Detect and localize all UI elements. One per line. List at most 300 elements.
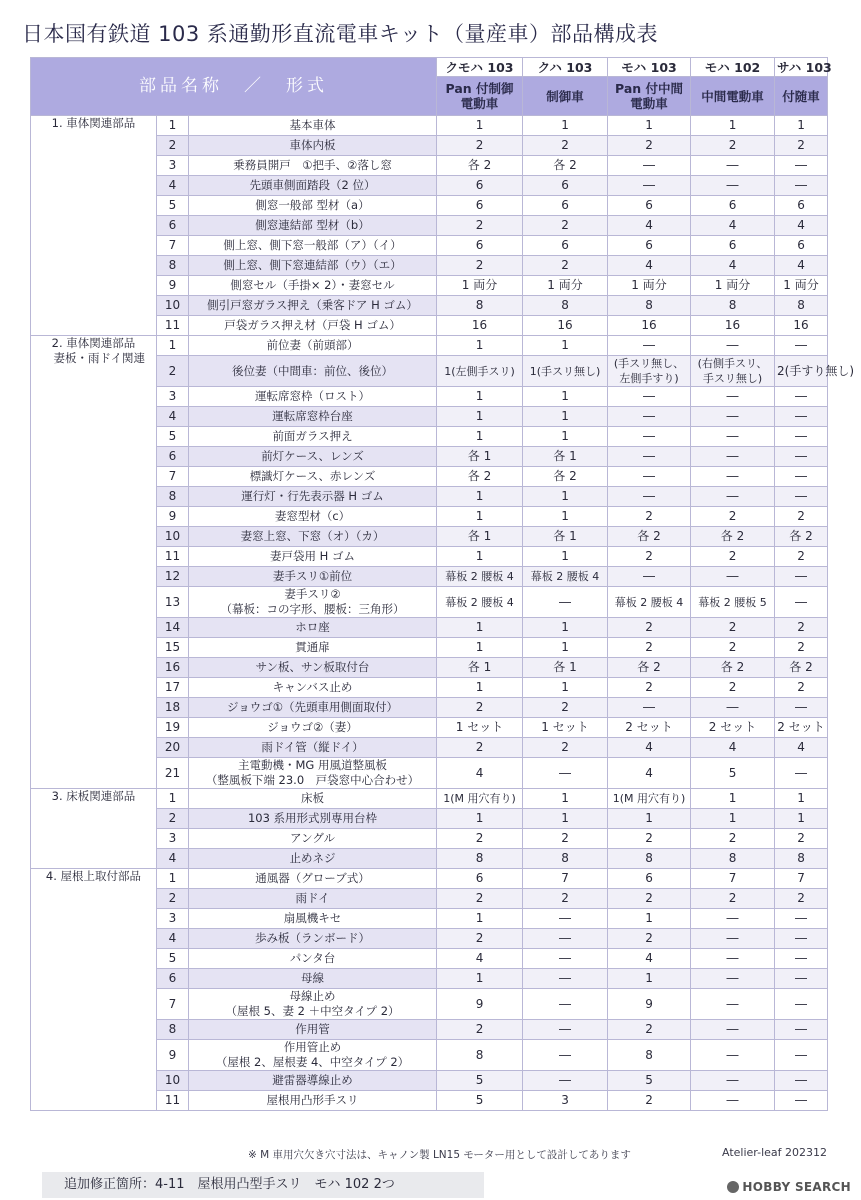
part-count: 各 2: [523, 467, 608, 487]
part-count: ―: [775, 949, 828, 969]
part-count: ―: [775, 407, 828, 427]
part-name: 妻手スリ② （幕板：コの字形、腰板：三角形）: [189, 587, 437, 618]
part-count: 1: [437, 387, 523, 407]
row-number: 7: [157, 989, 189, 1020]
part-count: ―: [691, 176, 775, 196]
part-count: 2: [523, 738, 608, 758]
part-count: 2: [437, 829, 523, 849]
row-number: 7: [157, 236, 189, 256]
part-name: パンタ台: [189, 949, 437, 969]
header-type-text: Pan 付中間電動車: [615, 81, 684, 111]
part-count: 2: [775, 829, 828, 849]
row-number: 4: [157, 176, 189, 196]
row-number: 10: [157, 296, 189, 316]
part-count: ―: [775, 1091, 828, 1111]
part-count: ―: [608, 176, 691, 196]
part-count: 8: [523, 849, 608, 869]
part-count: 1: [523, 618, 608, 638]
part-count: 2: [691, 829, 775, 849]
header-code: クハ 103: [523, 58, 608, 77]
part-count: 4: [691, 256, 775, 276]
parts-body: [31, 116, 855, 1111]
part-count: 1: [691, 789, 775, 809]
part-count: 1: [437, 969, 523, 989]
part-count: 4: [775, 738, 828, 758]
part-count: 4: [691, 738, 775, 758]
part-count: ―: [775, 387, 828, 407]
part-name: サン板、サン板取付台: [189, 658, 437, 678]
part-name: 主電動機・MG 用風道整風板 （整風板下端 23.0 戸袋窓中心合わせ）: [189, 758, 437, 789]
part-count: 2: [608, 678, 691, 698]
part-count: 1: [523, 789, 608, 809]
part-count: 8: [775, 849, 828, 869]
part-name: 歩み板（ランボード）: [189, 929, 437, 949]
part-count: 2: [523, 889, 608, 909]
part-count: 1: [437, 407, 523, 427]
row-number: 13: [157, 587, 189, 618]
part-count: 1(M 用穴有り): [437, 789, 523, 809]
part-count: 1 セット: [437, 718, 523, 738]
section-label: 1. 車体関連部品: [31, 116, 157, 336]
part-count: 8: [437, 1040, 523, 1071]
part-count: 1: [437, 678, 523, 698]
part-count: 1: [437, 638, 523, 658]
part-count: 2 セット: [608, 718, 691, 738]
part-name: 車体内板: [189, 136, 437, 156]
row-number: 9: [157, 507, 189, 527]
part-count: ―: [775, 587, 828, 618]
part-count: 1: [523, 407, 608, 427]
part-name: 側窓セル（手掛× 2）・妻窓セル: [189, 276, 437, 296]
addendum-note: 追加修正箇所：4-11 屋根用凸型手スリ モハ 102 2つ: [42, 1172, 484, 1198]
part-count: 1: [437, 116, 523, 136]
part-count: 2: [437, 216, 523, 236]
part-count: ―: [523, 929, 608, 949]
part-count: ―: [608, 487, 691, 507]
row-number: 8: [157, 487, 189, 507]
part-count: 5: [437, 1091, 523, 1111]
row-number: 2: [157, 809, 189, 829]
part-count: 1: [608, 116, 691, 136]
row-number: 7: [157, 467, 189, 487]
part-name: ジョウゴ②（妻）: [189, 718, 437, 738]
part-count: ―: [608, 467, 691, 487]
part-name: 側窓連結部 型材（b）: [189, 216, 437, 236]
row-number: 9: [157, 1040, 189, 1071]
part-count: 1: [775, 789, 828, 809]
part-count: 各 2: [691, 527, 775, 547]
part-name: 妻窓型材（c）: [189, 507, 437, 527]
part-count: ―: [691, 989, 775, 1020]
part-count: ―: [523, 949, 608, 969]
row-number: 6: [157, 216, 189, 236]
header-type: 中間電動車: [691, 77, 775, 116]
credit: Atelier-leaf 202312: [721, 1146, 827, 1159]
part-name: 側上窓、側下窓一般部（ア）（イ）: [189, 236, 437, 256]
table-row: [31, 116, 828, 136]
part-count: 各 2: [691, 658, 775, 678]
part-count: 6: [691, 236, 775, 256]
section-label: 2. 車体関連部品 妻板・雨ドイ関連: [31, 336, 157, 789]
part-count: 2: [691, 507, 775, 527]
part-count: 各 2: [437, 156, 523, 176]
part-count: ―: [775, 929, 828, 949]
part-count: 16: [775, 316, 828, 336]
part-count: ―: [775, 487, 828, 507]
header-code: サハ 103: [775, 58, 828, 77]
part-count: ―: [775, 1020, 828, 1040]
part-count: 2: [437, 738, 523, 758]
watermark: [727, 1180, 851, 1194]
row-number: 6: [157, 969, 189, 989]
part-count: ―: [775, 758, 828, 789]
part-name: 側引戸窓ガラス押え（乗客ドア H ゴム）: [189, 296, 437, 316]
part-count: 4: [608, 216, 691, 236]
part-count: 2: [691, 678, 775, 698]
part-name: 後位妻（中間車：前位、後位）: [189, 356, 437, 387]
part-count: 8: [523, 296, 608, 316]
watermark-icon: [727, 1181, 739, 1193]
part-name: ホロ座: [189, 618, 437, 638]
part-count: 2: [608, 136, 691, 156]
row-number: 1: [157, 869, 189, 889]
part-name: ジョウゴ①（先頭車用側面取付）: [189, 698, 437, 718]
part-count: ―: [523, 587, 608, 618]
part-count: 1 両分: [775, 276, 828, 296]
table-row: [31, 869, 828, 889]
part-count: 2: [523, 216, 608, 236]
watermark-text: HOBBY SEARCH: [742, 1180, 851, 1194]
part-count: 4: [608, 949, 691, 969]
part-count: 2 セット: [775, 718, 828, 738]
header-part-name: 部品名称 ／ 形式: [31, 58, 437, 116]
part-count: 1: [608, 809, 691, 829]
part-name: 作用管: [189, 1020, 437, 1040]
part-name: 妻窓上窓、下窓（オ）（カ）: [189, 527, 437, 547]
part-count: 1: [608, 969, 691, 989]
part-count: ―: [691, 447, 775, 467]
part-count: 1 両分: [437, 276, 523, 296]
part-count: 幕板 2 腰板 4: [437, 567, 523, 587]
part-count: 4: [608, 758, 691, 789]
part-count: ―: [691, 698, 775, 718]
part-name: 妻手スリ①前位: [189, 567, 437, 587]
row-number: 20: [157, 738, 189, 758]
row-number: 8: [157, 256, 189, 276]
part-count: 幕板 2 腰板 4: [608, 587, 691, 618]
part-count: 2: [775, 889, 828, 909]
part-count: ―: [775, 447, 828, 467]
row-number: 1: [157, 116, 189, 136]
part-count: 1(手スリ無し): [523, 356, 608, 387]
part-count: 1: [523, 638, 608, 658]
part-count: ―: [775, 989, 828, 1020]
part-count: ―: [691, 949, 775, 969]
part-count: ―: [608, 447, 691, 467]
part-count: 4: [608, 738, 691, 758]
part-count: 6: [691, 196, 775, 216]
part-count: ―: [691, 487, 775, 507]
row-number: 17: [157, 678, 189, 698]
part-count: 16: [608, 316, 691, 336]
part-count: ―: [523, 989, 608, 1020]
part-count: ―: [775, 176, 828, 196]
part-name: 前面ガラス押え: [189, 427, 437, 447]
header-code: モハ 103: [608, 58, 691, 77]
part-count: 1: [523, 678, 608, 698]
part-count: 1 両分: [691, 276, 775, 296]
part-count: 9: [437, 989, 523, 1020]
part-count: 2: [775, 547, 828, 567]
part-count: 1 セット: [523, 718, 608, 738]
part-name: 運転席窓枠（ロスト）: [189, 387, 437, 407]
part-count: 2: [608, 547, 691, 567]
part-name: 妻戸袋用 H ゴム: [189, 547, 437, 567]
part-count: 6: [523, 196, 608, 216]
part-count: 16: [691, 316, 775, 336]
footnote: ※ M 車用穴欠き穴寸法は、キャノン製 LN15 モーター用として設計してあります: [248, 1149, 631, 1161]
part-count: 1: [437, 547, 523, 567]
row-number: 1: [157, 789, 189, 809]
header-type: 付随車: [775, 77, 828, 116]
part-count: 1: [523, 116, 608, 136]
part-count: ―: [775, 698, 828, 718]
row-number: 4: [157, 407, 189, 427]
part-count: 1: [523, 336, 608, 356]
row-number: 3: [157, 829, 189, 849]
part-count: ―: [775, 1040, 828, 1071]
part-count: 6: [775, 236, 828, 256]
part-count: 1: [437, 507, 523, 527]
part-count: 2: [691, 638, 775, 658]
row-number: 16: [157, 658, 189, 678]
part-count: ―: [691, 1040, 775, 1071]
part-count: 5: [437, 1071, 523, 1091]
part-count: ―: [608, 156, 691, 176]
part-name: 103 系用形式別専用台枠: [189, 809, 437, 829]
part-count: 各 1: [523, 527, 608, 547]
part-count: 8: [608, 1040, 691, 1071]
part-count: 各 1: [437, 447, 523, 467]
row-number: 11: [157, 316, 189, 336]
part-name: 床板: [189, 789, 437, 809]
part-count: 1: [691, 116, 775, 136]
part-count: 2: [523, 136, 608, 156]
part-count: 2: [608, 929, 691, 949]
part-count: 各 1: [437, 527, 523, 547]
row-number: 12: [157, 567, 189, 587]
part-name: キャンバス止め: [189, 678, 437, 698]
part-name: 運転席窓枠台座: [189, 407, 437, 427]
part-name: 側上窓、側下窓連結部（ウ）（エ）: [189, 256, 437, 276]
part-count: 16: [523, 316, 608, 336]
part-count: 4: [775, 216, 828, 236]
part-name: 扇風機キセ: [189, 909, 437, 929]
row-number: 1: [157, 336, 189, 356]
part-count: 1: [437, 336, 523, 356]
part-count: ―: [775, 427, 828, 447]
part-count: 各 2: [775, 527, 828, 547]
part-count: ―: [523, 1040, 608, 1071]
part-name: 側窓一般部 型材（a）: [189, 196, 437, 216]
section-label: 4. 屋根上取付部品: [31, 869, 157, 1111]
part-count: 4: [437, 758, 523, 789]
part-count: 幕板 2 腰板 4: [523, 567, 608, 587]
row-number: 4: [157, 849, 189, 869]
row-number: 4: [157, 929, 189, 949]
part-name: アングル: [189, 829, 437, 849]
part-count: 7: [523, 869, 608, 889]
part-count: 6: [437, 869, 523, 889]
part-count: ―: [608, 336, 691, 356]
part-name: 通風器（グローブ式）: [189, 869, 437, 889]
part-count: ―: [523, 758, 608, 789]
part-name: 雨ドイ管（縦ドイ）: [189, 738, 437, 758]
part-name: 避雷器導線止め: [189, 1071, 437, 1091]
part-count: 2 セット: [691, 718, 775, 738]
row-number: 19: [157, 718, 189, 738]
row-number: 2: [157, 136, 189, 156]
row-number: 3: [157, 156, 189, 176]
part-count: 1(M 用穴有り): [608, 789, 691, 809]
part-count: 8: [608, 849, 691, 869]
part-name: 標識灯ケース、赤レンズ: [189, 467, 437, 487]
part-count: ―: [523, 1071, 608, 1091]
header-type: [608, 77, 691, 116]
part-count: 4: [691, 216, 775, 236]
part-count: 2: [437, 929, 523, 949]
table-row: [31, 336, 828, 356]
part-count: ―: [775, 1071, 828, 1091]
header-type: 制御車: [523, 77, 608, 116]
part-name: 母線: [189, 969, 437, 989]
header-type-text: Pan 付制御電動車: [445, 81, 514, 111]
part-count: 2: [691, 889, 775, 909]
part-count: ―: [775, 909, 828, 929]
part-count: ―: [691, 1091, 775, 1111]
part-count: 2: [523, 256, 608, 276]
part-name: 作用管止め （屋根 2、屋根妻 4、中空タイプ 2）: [189, 1040, 437, 1071]
part-count: 6: [608, 869, 691, 889]
part-count: 1: [523, 547, 608, 567]
part-count: 1: [523, 387, 608, 407]
part-count: ―: [691, 156, 775, 176]
part-count: 1: [775, 809, 828, 829]
part-count: 1(左側手スリ): [437, 356, 523, 387]
part-count: ―: [523, 1020, 608, 1040]
part-count: 5: [691, 758, 775, 789]
part-count: 7: [691, 869, 775, 889]
header-code: クモハ 103: [437, 58, 523, 77]
part-count: 1: [437, 427, 523, 447]
part-name: 前位妻（前頭部）: [189, 336, 437, 356]
part-count: 8: [691, 849, 775, 869]
part-count: ―: [608, 567, 691, 587]
part-count: 1: [523, 507, 608, 527]
part-count: 2: [608, 507, 691, 527]
part-count: ―: [691, 336, 775, 356]
part-count: 1: [523, 427, 608, 447]
part-count: ―: [775, 336, 828, 356]
part-count: ―: [775, 969, 828, 989]
part-count: ―: [523, 909, 608, 929]
part-count: 2: [437, 136, 523, 156]
part-count: 2: [608, 638, 691, 658]
part-name: 運行灯・行先表示器 H ゴム: [189, 487, 437, 507]
part-count: 2: [608, 618, 691, 638]
part-count: 2: [437, 1020, 523, 1040]
part-count: ―: [691, 387, 775, 407]
row-number: 3: [157, 909, 189, 929]
part-count: ―: [691, 567, 775, 587]
row-number: 14: [157, 618, 189, 638]
row-number: 3: [157, 387, 189, 407]
part-count: 4: [608, 256, 691, 276]
part-count: 各 1: [523, 447, 608, 467]
part-name: 乗務員開戸 ①把手、②落し窓: [189, 156, 437, 176]
part-count: 2: [691, 618, 775, 638]
part-count: 8: [775, 296, 828, 316]
row-number: 5: [157, 949, 189, 969]
row-number: 5: [157, 196, 189, 216]
part-count: ―: [523, 969, 608, 989]
part-count: 1: [523, 487, 608, 507]
part-count: 4: [437, 949, 523, 969]
row-number: 9: [157, 276, 189, 296]
part-name: 止めネジ: [189, 849, 437, 869]
part-count: 16: [437, 316, 523, 336]
part-count: 2: [608, 829, 691, 849]
part-count: 幕板 2 腰板 4: [437, 587, 523, 618]
row-number: 15: [157, 638, 189, 658]
part-count: 3: [523, 1091, 608, 1111]
part-count: 6: [608, 196, 691, 216]
part-count: ―: [691, 1071, 775, 1091]
part-count: 2: [775, 507, 828, 527]
page-title: 日本国有鉄道 103 系通勤形直流電車キット（量産車）部品構成表: [22, 22, 659, 46]
parts-table: [30, 57, 855, 1111]
part-count: ―: [775, 467, 828, 487]
part-count: 1 両分: [523, 276, 608, 296]
part-name: 貫通扉: [189, 638, 437, 658]
part-count: 2: [523, 698, 608, 718]
table-row: [31, 789, 828, 809]
part-count: ―: [691, 407, 775, 427]
part-count: 2: [775, 638, 828, 658]
row-number: 18: [157, 698, 189, 718]
part-count: 1: [523, 809, 608, 829]
part-count: ―: [691, 929, 775, 949]
part-count: 1: [437, 618, 523, 638]
part-count: 1: [691, 809, 775, 829]
part-count: ―: [691, 467, 775, 487]
part-count: 5: [608, 1071, 691, 1091]
part-count: 6: [437, 196, 523, 216]
part-count: ―: [691, 1020, 775, 1040]
part-count: 2: [608, 1020, 691, 1040]
part-count: 各 2: [523, 156, 608, 176]
part-count: ―: [691, 969, 775, 989]
part-count: 各 2: [775, 658, 828, 678]
part-count: 8: [691, 296, 775, 316]
part-count: 2: [437, 889, 523, 909]
part-count: 6: [775, 196, 828, 216]
part-count: 6: [523, 236, 608, 256]
part-count: 8: [437, 849, 523, 869]
part-count: ―: [608, 387, 691, 407]
header-type: [437, 77, 523, 116]
part-count: 6: [437, 176, 523, 196]
